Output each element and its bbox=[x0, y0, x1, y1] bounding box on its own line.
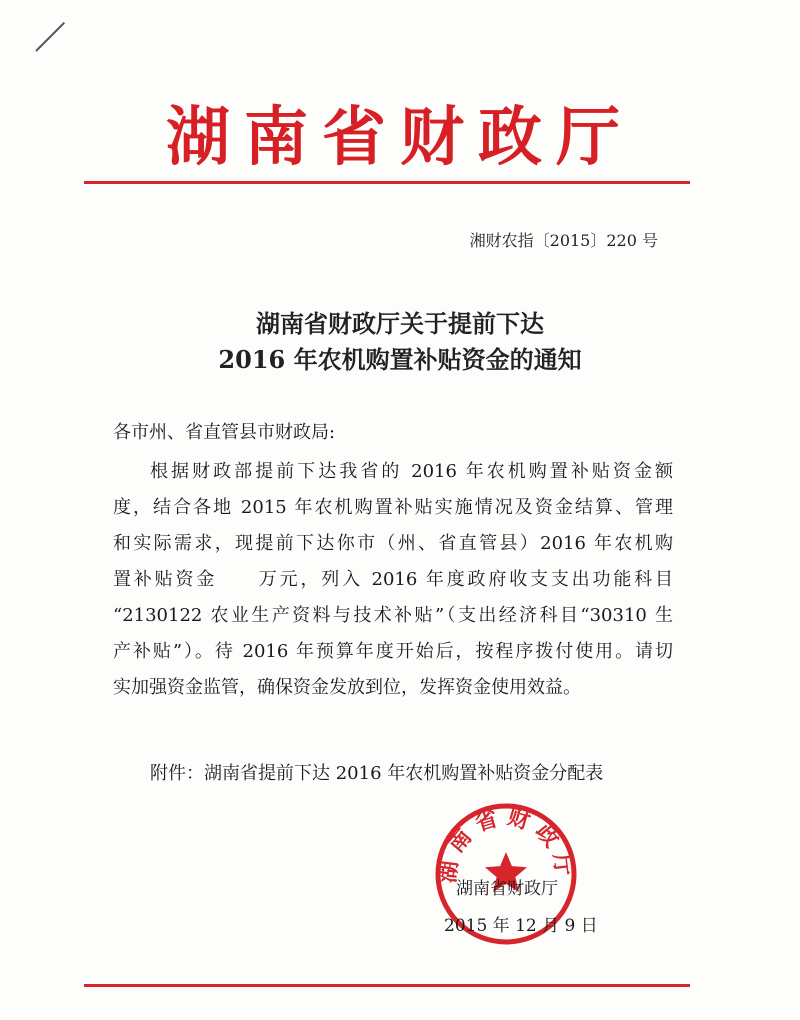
body-line: 置补贴资金 万元，列入 2016 年度政府收支支出功能科目 bbox=[113, 569, 673, 590]
body-line: 实加强资金监管，确保资金发放到位，发挥资金使用效益。 bbox=[113, 677, 581, 698]
header-red-rule bbox=[84, 181, 690, 184]
issuer-name: 湖南省财政厅 bbox=[456, 879, 558, 899]
footer-red-rule bbox=[84, 984, 690, 987]
body-line: 和实际需求，现提前下达你市（州、省直管县）2016 年农机购 bbox=[113, 533, 673, 554]
body-line: 度，结合各地 2015 年农机购置补贴实施情况及资金结算、管理 bbox=[113, 497, 673, 518]
seal-text-path: 湖南省财政厅 bbox=[434, 803, 578, 885]
body-line: 产补贴”）。待 2016 年预算年度开始后，按程序拨付使用。请切 bbox=[113, 641, 673, 662]
scan-mark bbox=[35, 22, 65, 52]
title-line-1: 湖南省财政厅关于提前下达 bbox=[256, 309, 544, 338]
salutation: 各市州、省直管县市财政局: bbox=[113, 422, 336, 443]
body-line: “2130122 农业生产资料与技术补贴”（支出经济科目“30310 生 bbox=[113, 605, 673, 626]
issue-date: 2015 年 12 月 9 日 bbox=[444, 916, 598, 936]
letterhead: 湖南省财政厅 bbox=[166, 100, 634, 175]
body-line: 根据财政部提前下达我省的 2016 年农机购置补贴资金额 bbox=[150, 461, 673, 482]
document-number: 湘财农指〔2015〕220 号 bbox=[469, 231, 658, 250]
title-line-2: 2016 年农机购置补贴资金的通知 bbox=[218, 345, 582, 374]
attachment-note: 附件：湖南省提前下达 2016 年农机购置补贴资金分配表 bbox=[150, 763, 604, 784]
